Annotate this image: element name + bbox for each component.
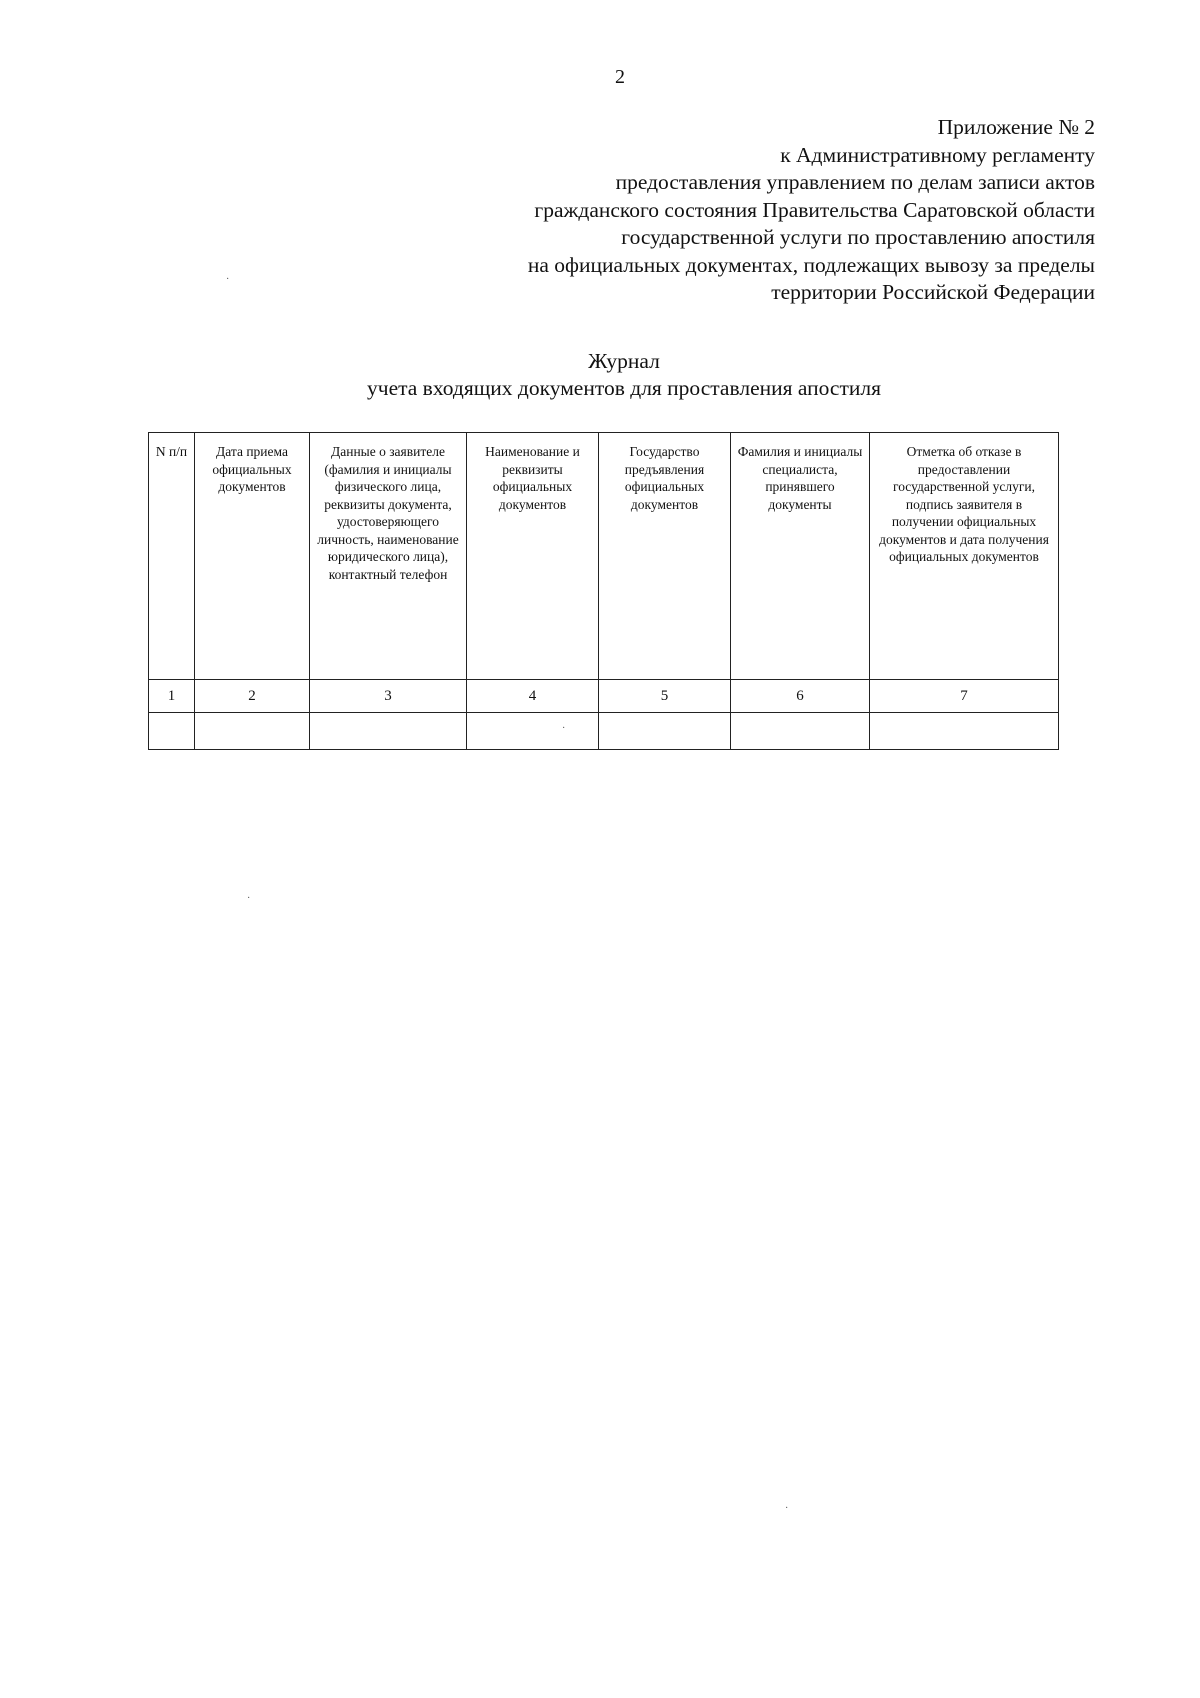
column-number-cell: 1 <box>149 680 195 713</box>
journal-title <box>0 348 1200 402</box>
table-row <box>149 713 1059 750</box>
header-cell-number: N п/п <box>149 433 195 680</box>
scan-speck: · <box>785 1503 789 1514</box>
column-number-cell: 6 <box>731 680 870 713</box>
appendix-header <box>528 114 1095 307</box>
journal-table <box>148 432 1059 750</box>
journal-title-subtitle: учета входящих документов для проставления апостиля <box>367 376 881 400</box>
header-cell-applicant: Данные о заявителе (фамилия и инициалы физического лица, реквизиты документа, удостоверяющего личность, наименование юридического лица), контактный телефон <box>310 433 467 680</box>
journal-title-main: Журнал <box>588 349 660 373</box>
scan-speck: · <box>226 274 230 285</box>
scan-speck: · <box>247 893 251 904</box>
header-cell-document-name: Наименование и реквизиты официальных документов <box>467 433 599 680</box>
header-cell-date: Дата приема официальных документов <box>195 433 310 680</box>
empty-cell <box>731 713 870 750</box>
empty-cell <box>599 713 731 750</box>
empty-cell <box>467 713 599 750</box>
column-number-cell: 2 <box>195 680 310 713</box>
header-cell-specialist: Фамилия и инициалы специалиста, принявшего документы <box>731 433 870 680</box>
appendix-line: территории Российской Федерации <box>771 280 1095 304</box>
column-number-cell: 5 <box>599 680 731 713</box>
appendix-line: Приложение № 2 <box>937 115 1095 139</box>
column-number-cell: 3 <box>310 680 467 713</box>
header-cell-state: Государство предъявления официальных документов <box>599 433 731 680</box>
scan-speck: · <box>562 723 566 734</box>
header-cell-refusal-mark: Отметка об отказе в предоставлении государственной услуги, подпись заявителя в получении официальных документов и дата получения официальных документов <box>870 433 1059 680</box>
column-number-row <box>149 680 1059 713</box>
appendix-line: на официальных документах, подлежащих вывозу за пределы <box>527 252 1095 277</box>
column-number-cell: 7 <box>870 680 1059 713</box>
appendix-line: государственной услуги по проставлению апостиля <box>621 225 1095 249</box>
column-number-cell: 4 <box>467 680 599 713</box>
page-number: 2 <box>615 66 625 88</box>
appendix-line: предоставления управлением по делам записи актов <box>615 170 1095 194</box>
appendix-line: к Административному регламенту <box>780 142 1095 167</box>
table-header-row <box>149 433 1059 680</box>
empty-cell <box>870 713 1059 750</box>
appendix-line: гражданского состояния Правительства Саратовской области <box>534 197 1095 222</box>
empty-cell <box>195 713 310 750</box>
empty-cell <box>149 713 195 750</box>
empty-cell <box>310 713 467 750</box>
